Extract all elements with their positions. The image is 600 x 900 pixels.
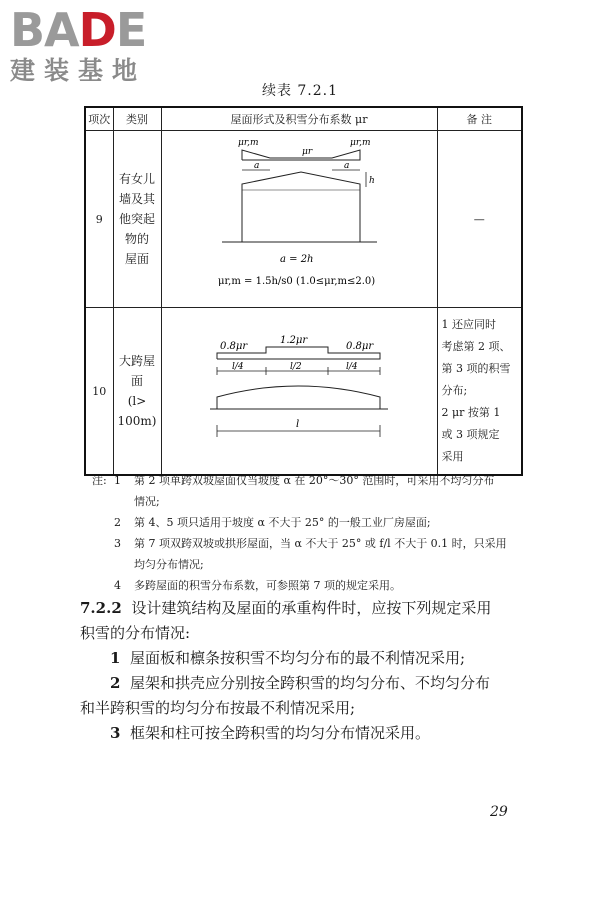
label-h: h	[368, 175, 375, 186]
large-span-roof-diagram-cell	[161, 308, 437, 476]
label-l-total: l	[295, 419, 299, 430]
clause-item: 3 框架和柱可按全跨积雪的均匀分布情况采用。	[110, 724, 430, 742]
brand-logo	[10, 3, 180, 86]
clause-item: 2 屋架和拱壳应分别按全跨积雪的均匀分布、不均匀分布	[110, 674, 490, 692]
header-remarks: 备 注	[437, 107, 522, 131]
label-1-2-mid: 1.2μr	[279, 335, 307, 346]
label-0-8-right: 0.8μr	[345, 341, 373, 352]
table-caption: 续表 7.2.1	[261, 83, 339, 99]
row-number: 9	[85, 131, 113, 308]
building-outline	[242, 172, 360, 242]
label-a-right: a	[343, 160, 349, 171]
label-l4-left: l/4	[231, 362, 244, 372]
note-item: 2 第 4、5 项只适用于坡度 α 不大于 25° 的一般工业厂房屋面;	[114, 516, 431, 529]
label-mu-rm-left: μr,m	[237, 137, 259, 148]
clause-7-2-2	[80, 596, 530, 746]
arch-roof	[217, 386, 380, 409]
label-l4-right: l/4	[345, 362, 358, 372]
large-span-roof-diagram	[162, 313, 438, 469]
equation-a: a = 2h	[279, 253, 314, 265]
row-number: 10	[85, 308, 113, 476]
clause-intro-cont: 积雪的分布情况:	[80, 624, 191, 642]
parapet-roof-diagram	[162, 132, 438, 307]
table-row	[85, 308, 522, 476]
note-item: 3 第 7 项双跨双坡或拱形屋面，当 α 不大于 25° 或 f/l 不大于 0.1 时，只采用 均匀分布情况;	[114, 537, 507, 571]
label-mu-rm-right: μr,m	[349, 137, 371, 148]
row-category: 有女儿 墙及其 他突起 物的 屋面	[113, 131, 161, 308]
label-l2: l/2	[289, 362, 302, 372]
row-category: 大跨屋面 (l> 100m)	[113, 308, 161, 476]
parapet-roof-diagram-cell	[161, 131, 437, 308]
label-a-left: a	[253, 160, 259, 171]
label-0-8-left: 0.8μr	[219, 341, 247, 352]
row-remarks: —	[437, 131, 522, 308]
clause-item: 1 屋面板和檩条按积雪不均匀分布的最不利情况采用;	[110, 649, 466, 667]
table-notes	[92, 470, 532, 596]
logo-wordmark: BADE	[10, 3, 147, 57]
page-number: 29	[490, 804, 508, 820]
snow-distribution-table	[84, 106, 523, 476]
table-row	[85, 131, 522, 308]
snow-profile	[242, 150, 360, 160]
logo-chinese-text: 建装基地	[10, 56, 147, 85]
header-no: 项次	[85, 107, 113, 131]
row-remarks: 1 还应同时 考虑第 2 项、 第 3 项的积雪 分布; 2 μr 按第 1 或 3 项规定 采用	[437, 308, 522, 476]
clause-intro: 7.2.2 设计建筑结构及屋面的承重构件时，应按下列规定采用	[80, 599, 492, 617]
formula-mu-rm: μr,m = 1.5h/s0 (1.0≤μr,m≤2.0)	[217, 275, 375, 287]
label-mu-r: μr	[301, 146, 312, 157]
note-item: 4 多跨屋面的积雪分布系数，可参照第 7 项的规定采用。	[114, 579, 401, 592]
header-form: 屋面形式及积雪分布系数 μr	[161, 107, 437, 131]
clause-item-cont: 和半跨积雪的均匀分布按最不利情况采用;	[80, 699, 356, 717]
note-item: 注: 1 第 2 项单跨双坡屋面仅当坡度 α 在 20°～30° 范围时，可采用不均匀分布 情况;	[92, 474, 495, 508]
header-category: 类别	[113, 107, 161, 131]
table-header-row	[85, 107, 522, 131]
